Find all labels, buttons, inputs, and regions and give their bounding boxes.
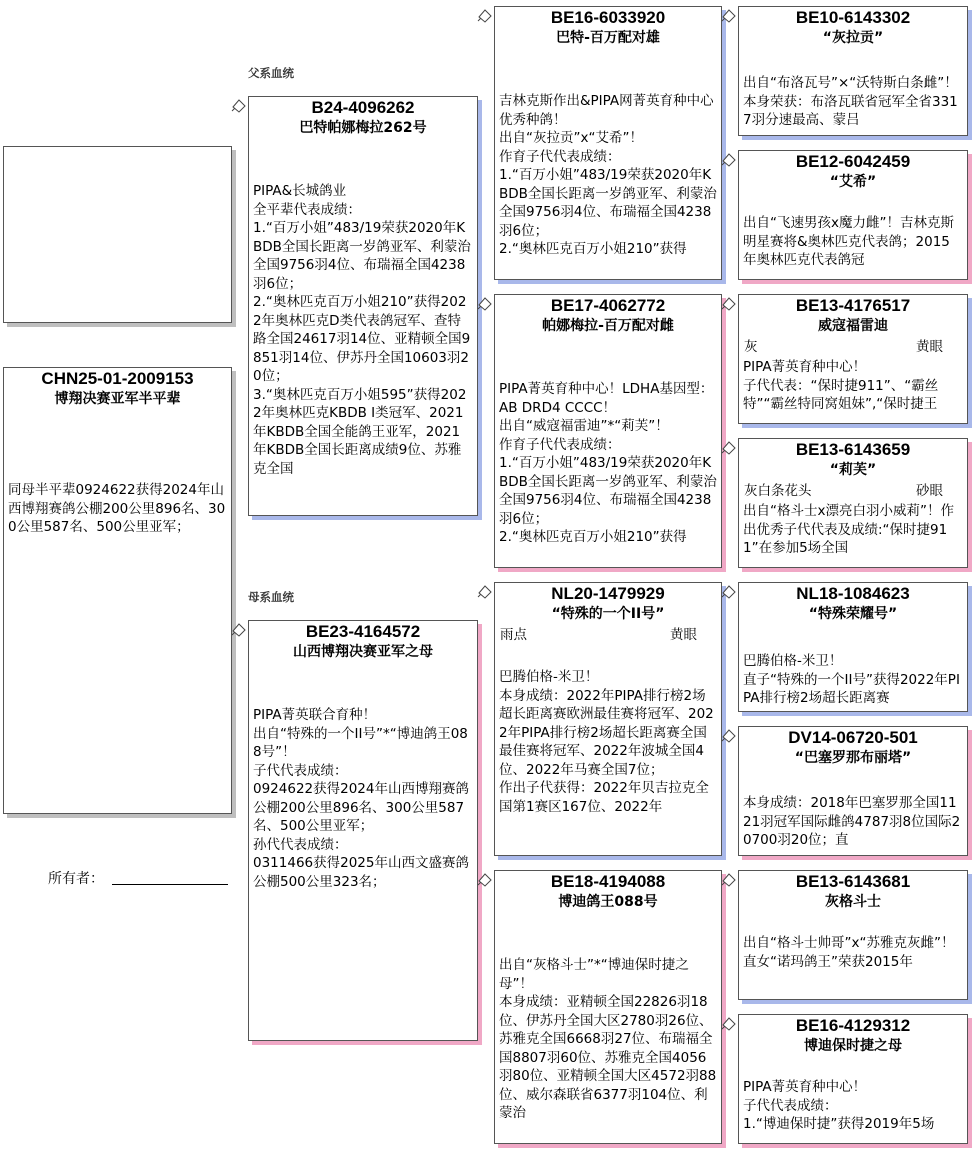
dss-name: “特殊荣耀号” [808, 606, 898, 622]
edit-icon[interactable] [477, 7, 493, 23]
dsd-description: 本身成绩：2018年巴塞罗那全国1121羽冠军国际雌鸽4787羽8位国际20700羽20位；直 [743, 795, 961, 848]
dam-sire-color-row [495, 624, 721, 646]
edit-icon[interactable] [721, 295, 737, 311]
sss-ring-number: BE10-6143302 [795, 8, 911, 27]
edit-icon[interactable] [231, 97, 247, 113]
ssd-card [738, 150, 968, 280]
ssd-description: 出自“飞速男孩x魔力雌”！吉林克斯明星赛将&奥林匹克代表鸽；2015年奥林匹克代表鸽冠 [743, 215, 954, 268]
subject-name: 博翔决赛亚军半平辈 [54, 391, 181, 407]
edit-icon[interactable] [721, 1015, 737, 1031]
sds-eye: 黄眼 [916, 339, 943, 355]
dam-dam-ring-number: BE18-4194088 [550, 872, 666, 891]
dam-sire-eye: 黄眼 [670, 627, 697, 643]
sire-sire-ring-number: BE16-6033920 [550, 8, 666, 27]
sire-dam-name: 帕娜梅拉-百万配对雌 [542, 318, 674, 334]
sire-description: PIPA&长城鸽业 全平辈代表成绩： 1.“百万小姐”483/19荣获2020年KBDB全国长距离一岁鸽亚军、利蒙治全国9756羽4位、布瑞福全国4238羽6位； 2.“奥林匹克百万小姐210”获得2022年奥林匹克D类代表鸽冠军、查特路全国24617羽14位、亚精顿全国9851羽14位、伊苏丹全国10603羽20位； 3.“奥林匹克百万小姐595”获得2022年奥林匹克KBDB I类冠军、2021年KBDB全国全能鸽王亚军，2021年KBDB全国长距离成绩9位、苏雅克全国 [253, 183, 471, 477]
sire-card [248, 96, 478, 516]
edit-icon[interactable] [721, 439, 737, 455]
dds-ring-number: BE13-6143681 [795, 872, 911, 891]
sire-sire-description: 吉林克斯作出&PIPA网菁英育种中心优秀种鸽！ 出自“灰拉贡”x“艾希”！ 作育子代代表成绩： 1.“百万小姐”483/19荣获2020年KBDB全国长距离一岁鸽亚军、利蒙治全国9756羽4位、布瑞福全国4238羽6位； 2.“奥林匹克百万小姐210”获得 [499, 93, 717, 257]
owner-label: 所有者： [48, 871, 104, 887]
dss-ring-number: NL18-1084623 [796, 584, 910, 603]
sdd-name: “莉芙” [829, 462, 877, 478]
edit-icon[interactable] [721, 727, 737, 743]
edit-icon[interactable] [721, 583, 737, 599]
sire-sire-card [494, 6, 722, 280]
owner-signature-line [112, 884, 228, 885]
dam-sire-card [494, 582, 722, 856]
dam-ring-number: BE23-4164572 [305, 622, 421, 641]
sire-dam-ring-number: BE17-4062772 [550, 296, 666, 315]
dsd-ring-number: DV14-06720-501 [788, 728, 918, 747]
sdd-color: 灰白条花头 [744, 483, 812, 499]
edit-icon[interactable] [231, 621, 247, 637]
sire-name: 巴特帕娜梅拉262号 [299, 120, 427, 136]
sds-color: 灰 [744, 339, 758, 355]
edit-icon[interactable] [477, 583, 493, 599]
dam-sire-name: “特殊的一个II号” [551, 606, 665, 622]
sds-name: 威寇福雷迪 [818, 318, 888, 334]
edit-icon[interactable] [477, 295, 493, 311]
edit-icon[interactable] [721, 151, 737, 167]
dam-dam-name: 博迪鸽王088号 [558, 894, 658, 910]
sire-line-label: 父系血统 [248, 66, 294, 80]
dsd-name: “巴塞罗那布丽塔” [794, 750, 912, 766]
subject-description: 同母半平辈0924622获得2024年山西博翔赛鸽公棚200公里896名、300公里587名、500公里亚军； [8, 482, 226, 535]
sss-name: “灰拉贡” [822, 30, 884, 46]
subject-ring-number: CHN25-01-2009153 [41, 369, 194, 388]
sdd-description: 出自“格斗士x漂亮白羽小威莉”！作出优秀子代代表及成绩:“保时捷911”在参加5场全国 [743, 503, 954, 556]
sire-sire-name: 巴特-百万配对雄 [556, 30, 660, 46]
dds-description: 出自“格斗士帅哥”x“苏雅克灰雌”！ 直女“诺玛鸽王”荣获2015年 [743, 935, 955, 970]
sire-dam-description: PIPA菁英育种中心！LDHA基因型：AB DRD4 CCCC！ 出自“威寇福雷迪”*“莉芙”！ 作育子代代表成绩： 1.“百万小姐”483/19荣获2020年KBDB全国长距离一岁鸽亚军、利蒙治全国9756羽4位、布瑞福全国4238羽6位； 2.“奥林匹克百万小姐210”获得 [499, 381, 717, 545]
dam-dam-description: 出自“灰格斗士”*“博迪保时捷之母”！ 本身成绩：亚精顿全国22826羽18位、伊苏丹全国大区2780羽26位、苏雅克全国6668羽27位、布瑞福全国8807羽60位、苏雅克全国4056羽80位、亚精顿全国大区4572羽88位、威尔森联省6377羽104位、利蒙治 [499, 957, 717, 1121]
sds-color-row [739, 336, 967, 358]
photo-box [3, 146, 232, 323]
sdd-ring-number: BE13-6143659 [795, 440, 911, 459]
sds-ring-number: BE13-4176517 [795, 296, 911, 315]
dam-card [248, 620, 478, 1041]
ssd-name: “艾希” [829, 174, 877, 190]
dds-card [738, 870, 968, 1000]
dam-dam-card [494, 870, 722, 1144]
dss-description: 巴腾伯格-米卫！ 直子“特殊的一个II号”获得2022年PIPA排行榜2场超长距离赛 [743, 653, 960, 706]
ddd-description: PIPA菁英育种中心！ 子代代表成绩： 1.“博迪保时捷”获得2019年5场 [743, 1079, 935, 1132]
sdd-color-row [739, 480, 967, 502]
sire-ring-number: B24-4096262 [311, 98, 415, 117]
sds-description: PIPA菁英育种中心！ 子代代表：“保时捷911”、“霸丝特”“霸丝特同窝姐妹”,“保时捷王 [743, 359, 939, 412]
edit-icon[interactable] [721, 7, 737, 23]
subject-card [3, 367, 232, 814]
edit-icon[interactable] [477, 871, 493, 887]
sdd-eye: 砂眼 [916, 483, 943, 499]
ddd-name: 博迪保时捷之母 [804, 1038, 902, 1054]
dam-line-label: 母系血统 [248, 590, 294, 604]
dam-sire-ring-number: NL20-1479929 [551, 584, 665, 603]
ddd-ring-number: BE16-4129312 [795, 1016, 911, 1035]
ssd-ring-number: BE12-6042459 [795, 152, 911, 171]
dds-name: 灰格斗士 [825, 894, 881, 910]
edit-icon[interactable] [721, 871, 737, 887]
sdd-card [738, 438, 968, 568]
sire-dam-card [494, 294, 722, 568]
sss-card [738, 6, 968, 136]
dsd-card [738, 726, 968, 856]
dam-sire-color: 雨点 [500, 627, 527, 643]
sds-card [738, 294, 968, 424]
sss-description: 出自“布洛瓦号”×“沃特斯白条雌”！本身荣获：布洛瓦联省冠军全省3317羽分速最高、蒙吕 [743, 75, 958, 128]
dam-description: PIPA菁英联合育种！ 出自“特殊的一个II号”*“博迪鸽王088号”！ 子代代表成绩： 0924622获得2024年山西博翔赛鸽公棚200公里896名、300公里587名、500公里亚军； 孙代代表成绩： 0311466获得2025年山西文盛赛鸽公棚500公里323名； [253, 707, 469, 890]
dam-name: 山西博翔决赛亚军之母 [293, 644, 433, 660]
ddd-card [738, 1014, 968, 1144]
dss-card [738, 582, 968, 712]
dam-sire-description: 巴腾伯格-米卫！ 本身成绩：2022年PIPA排行榜2场超长距离赛欧洲最佳赛将冠军、2022年PIPA排行榜2场超长距离赛全国最佳赛将冠军、2022年波城全国4位、2022年马赛全国7位； 作出子代获得：2022年贝吉拉克全国第1赛区167位、2022年 [499, 669, 714, 815]
